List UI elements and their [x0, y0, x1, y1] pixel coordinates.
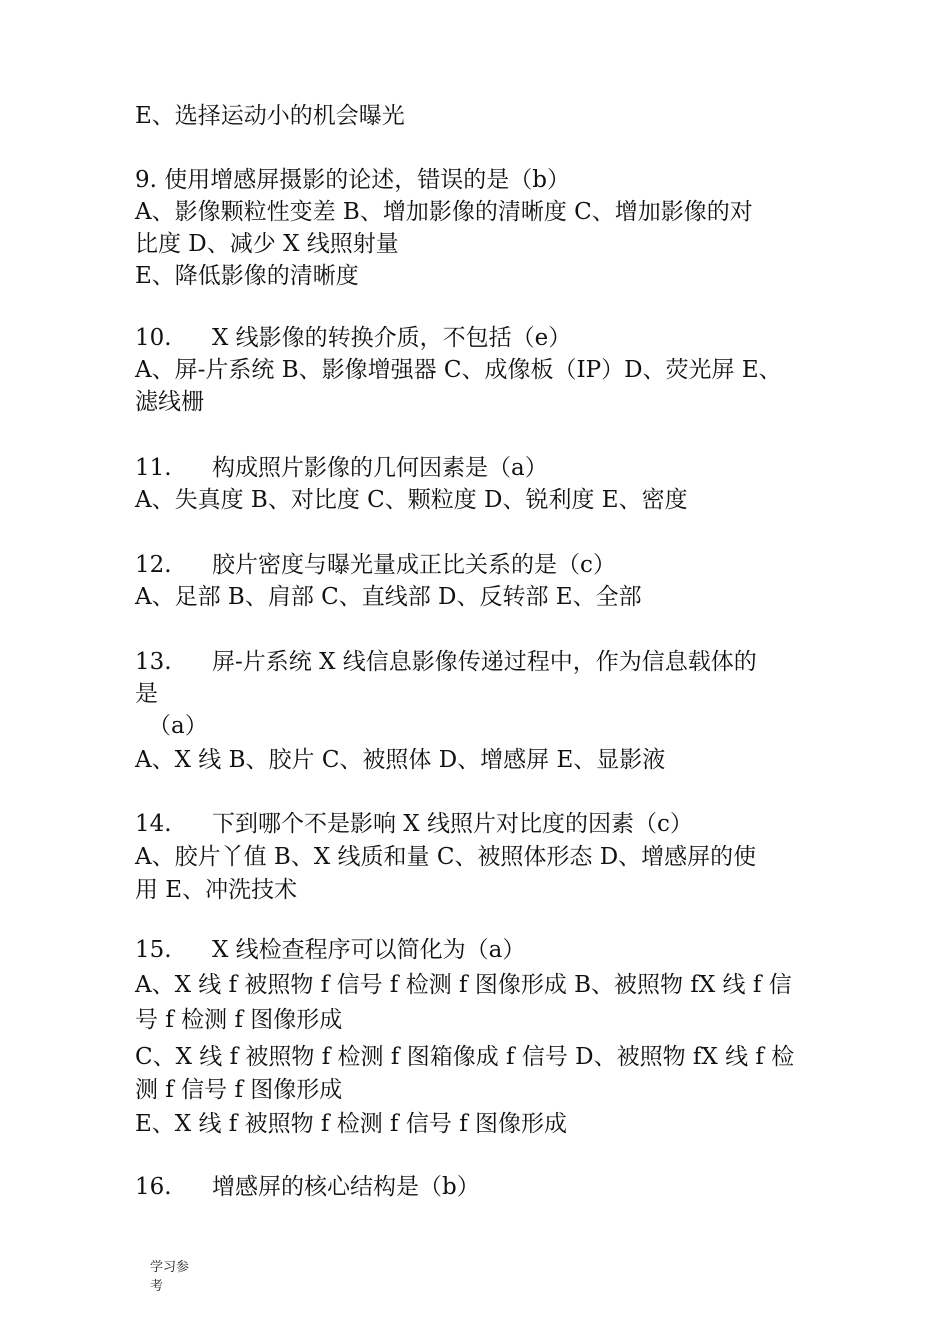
option-line: 滤线栅	[135, 389, 204, 415]
question-14	[135, 808, 825, 840]
question-text: 构成照片影像的几何因素是（a）	[212, 455, 548, 481]
question-number: 14.	[135, 811, 172, 837]
question-text: 增感屏的核心结构是（b）	[212, 1174, 480, 1200]
page-footer	[150, 1258, 210, 1296]
question-text: X 线检查程序可以简化为（a）	[212, 937, 526, 963]
question-number: 15.	[135, 937, 172, 963]
question-number: 12.	[135, 552, 172, 578]
question-11	[135, 452, 825, 484]
option-line: A、影像颗粒性变差 B、增加影像的清晰度 C、增加影像的对	[135, 199, 753, 225]
question-text-continued: 是	[135, 681, 158, 707]
question-15	[135, 934, 825, 966]
question-13	[135, 646, 825, 678]
question-12	[135, 549, 825, 581]
option-line: C、X 线 f 被照物 f 检测 f 图箱像成 f 信号 D、被照物 fX 线 f 检	[135, 1044, 795, 1070]
answer-line: （a）	[148, 713, 208, 739]
option-line: E、降低影像的清晰度	[135, 263, 359, 289]
option-line: 比度 D、减少 X 线照射量	[135, 231, 399, 257]
question-number: 16.	[135, 1174, 172, 1200]
option-line: A、屏-片系统 B、影像增强器 C、成像板（IP）D、荧光屏 E、	[135, 357, 782, 383]
question-number: 13.	[135, 649, 172, 675]
option-line: 测 f 信号 f 图像形成	[135, 1077, 343, 1103]
option-line: A、X 线 B、胶片 C、被照体 D、增感屏 E、显影液	[135, 747, 666, 773]
option-line: A、X 线 f 被照物 f 信号 f 检测 f 图像形成 B、被照物 fX 线 f 信	[135, 972, 792, 998]
question-10	[135, 322, 825, 354]
question-text: 下到哪个不是影响 X 线照片对比度的因素（c）	[212, 811, 693, 837]
option-line: A、足部 B、肩部 C、直线部 D、反转部 E、全部	[135, 584, 642, 610]
question-number: 11.	[135, 455, 172, 481]
option-line: A、失真度 B、对比度 C、颗粒度 D、锐利度 E、密度	[135, 487, 688, 513]
option-line: E、选择运动小的机会曝光	[135, 103, 405, 129]
question-text: 屏-片系统 X 线信息影像传递过程中，作为信息载体的	[212, 649, 757, 675]
question-number: 10.	[135, 325, 172, 351]
question-text: X 线影像的转换介质，不包括（e）	[212, 325, 572, 351]
option-line: 用 E、冲洗技术	[135, 877, 298, 903]
footer-line: 考	[150, 1279, 164, 1294]
question-16	[135, 1171, 825, 1203]
option-line: A、胶片丫值 B、X 线质和量 C、被照体形态 D、增感屏的使	[135, 844, 757, 870]
option-line: 号 f 检测 f 图像形成	[135, 1007, 343, 1033]
question-9: 9. 使用增感屏摄影的论述，错误的是（b）	[135, 167, 570, 193]
option-line: E、X 线 f 被照物 f 检测 f 信号 f 图像形成	[135, 1111, 568, 1137]
question-text: 胶片密度与曝光量成正比关系的是（c）	[212, 552, 616, 578]
footer-line: 学习参	[150, 1260, 190, 1275]
